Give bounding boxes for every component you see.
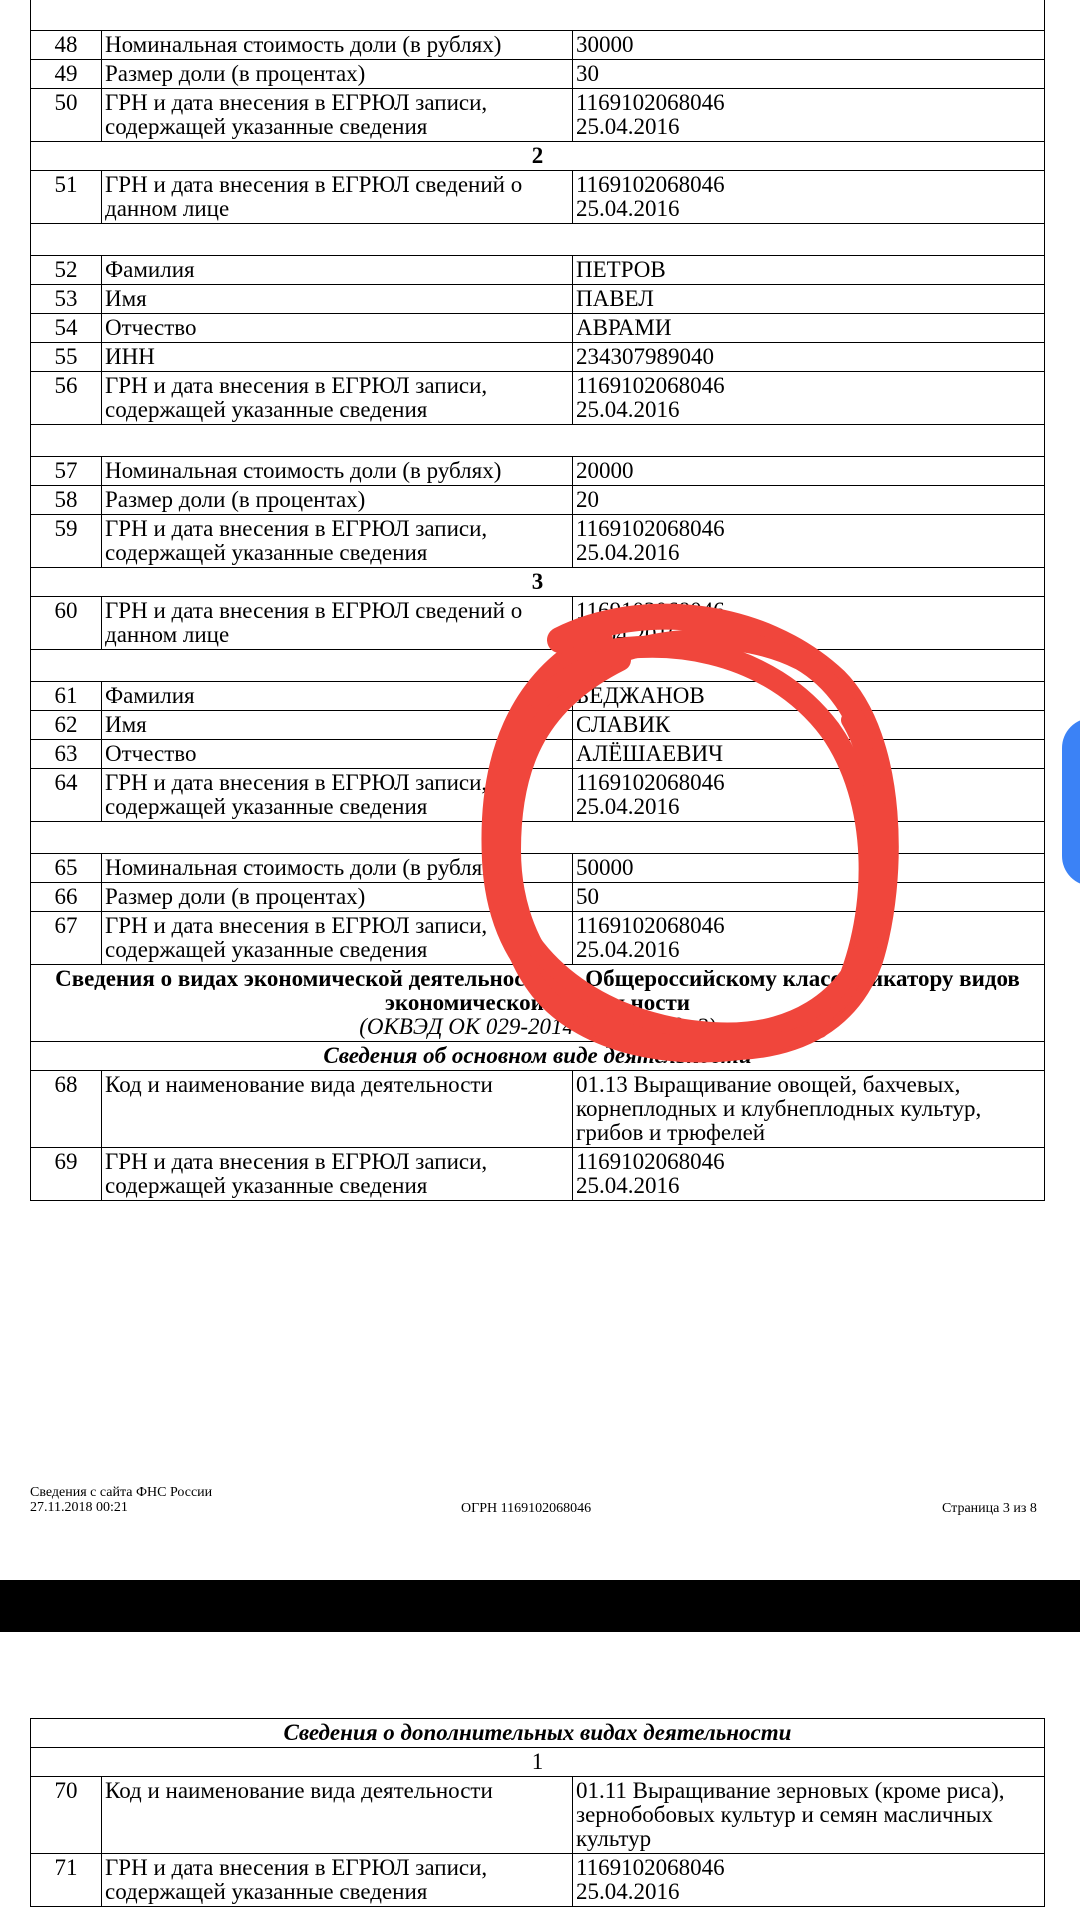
table-row [31,89,1045,142]
row-number: 64 [31,769,102,822]
row-value: СЛАВИК [573,711,1045,740]
table-row [31,1148,1045,1201]
row-value: 1169102068046 25.04.2016 [573,912,1045,965]
row-number: 65 [31,854,102,883]
subsection-header-row [31,1719,1045,1748]
row-value: ПАВЕЛ [573,285,1045,314]
row-number: 67 [31,912,102,965]
row-value: 20000 [573,457,1045,486]
row-number: 48 [31,31,102,60]
row-number: 55 [31,343,102,372]
row-value: 50000 [573,854,1045,883]
row-number: 50 [31,89,102,142]
row-label: Отчество [102,314,573,343]
row-value: 1169102068046 25.04.2016 [573,89,1045,142]
group-header-row [31,1748,1045,1777]
table-row [31,486,1045,515]
row-label: Размер доли (в процентах) [102,883,573,912]
egrul-table-page-3 [30,0,1045,1201]
row-label: Номинальная стоимость доли (в рублях) [102,457,573,486]
row-label: Имя [102,711,573,740]
row-number: 69 [31,1148,102,1201]
row-number: 61 [31,682,102,711]
spacer-cell [31,425,1045,457]
side-scroll-tab[interactable] [1062,718,1080,886]
row-label: Отчество [102,740,573,769]
row-value: 01.13 Выращивание овощей, бахчевых, корнеплодных и клубнеплодных культур, грибов и трюфелей [573,1071,1045,1148]
row-number: 71 [31,1854,102,1907]
row-number: 63 [31,740,102,769]
subsection-title: Сведения о дополнительных видах деятельности [31,1719,1045,1748]
row-number: 49 [31,60,102,89]
section-header-cell [31,965,1045,1042]
row-number: 58 [31,486,102,515]
row-number: 68 [31,1071,102,1148]
group-number: 3 [31,568,1045,597]
row-label: Код и наименование вида деятельности [102,1071,573,1148]
row-value: 1169102068046 25.04.2016 [573,372,1045,425]
subsection-title: Сведения об основном виде деятельности [31,1042,1045,1071]
table-row [31,1854,1045,1907]
row-label: Номинальная стоимость доли (в рублях) [102,31,573,60]
section-header-row [31,965,1045,1042]
table-row [31,31,1045,60]
group-number: 1 [31,1748,1045,1777]
row-label: ГРН и дата внесения в ЕГРЮЛ записи, содержащей указанные сведения [102,1854,573,1907]
footer-ogrn: ОГРН 1169102068046 [461,1501,592,1516]
row-value: 1169102068046 25.04.2016 [573,515,1045,568]
table-row [31,597,1045,650]
row-value: АВРАМИ [573,314,1045,343]
table-row [31,682,1045,711]
footer-source-line2: 27.11.2018 00:21 [30,1500,128,1515]
row-value: 1169102068046 25.04.2016 [573,1854,1045,1907]
row-value: 234307989040 [573,343,1045,372]
section-subtitle: (ОКВЭД ОК 029-2014 КДЕС. Ред. 2) [359,1014,716,1039]
row-value: 30000 [573,31,1045,60]
subsection-header-row [31,1042,1045,1071]
table-row [31,171,1045,224]
footer-page-number: Страница 3 из 8 [942,1501,1037,1516]
row-label: ИНН [102,343,573,372]
table-row [31,60,1045,89]
table-row [31,372,1045,425]
row-label: ГРН и дата внесения в ЕГРЮЛ записи, содержащей указанные сведения [102,769,573,822]
table-row [31,1777,1045,1854]
spacer-cell [31,224,1045,256]
table-row [31,883,1045,912]
spacer-row [31,425,1045,457]
table-row [31,515,1045,568]
row-label: Размер доли (в процентах) [102,60,573,89]
row-value: 50 [573,883,1045,912]
footer-source-line1: Сведения с сайта ФНС России [30,1485,213,1500]
row-number: 51 [31,171,102,224]
group-header-row [31,142,1045,171]
row-value: 01.11 Выращивание зерновых (кроме риса), зернобобовых культур и семян масличных культур [573,1777,1045,1854]
row-number: 52 [31,256,102,285]
row-number: 62 [31,711,102,740]
egrul-table-page-4 [30,1718,1045,1907]
table-row [31,343,1045,372]
row-value: ПЕТРОВ [573,256,1045,285]
spacer-row [31,650,1045,682]
row-value: 1169102068046 25.04.2016 [573,171,1045,224]
spacer-cell [31,822,1045,854]
row-number: 70 [31,1777,102,1854]
row-label: ГРН и дата внесения в ЕГРЮЛ записи, содержащей указанные сведения [102,515,573,568]
row-number: 53 [31,285,102,314]
row-label: Фамилия [102,256,573,285]
section-title: Сведения о видах экономической деятельности по Общероссийскому классификатору видов экономической деятельности [55,966,1020,1015]
table-row [31,314,1045,343]
row-label: Номинальная стоимость доли (в рублях) [102,854,573,883]
table-row [31,769,1045,822]
spacer-row [31,822,1045,854]
row-label: ГРН и дата внесения в ЕГРЮЛ сведений о данном лице [102,597,573,650]
row-number: 57 [31,457,102,486]
spacer-cell [31,0,1045,31]
row-value: 20 [573,486,1045,515]
group-number: 2 [31,142,1045,171]
spacer-row [31,224,1045,256]
row-number: 66 [31,883,102,912]
table-row [31,1071,1045,1148]
row-value: 1169102068046 25.04.2016 [573,769,1045,822]
row-label: ГРН и дата внесения в ЕГРЮЛ записи, содержащей указанные сведения [102,1148,573,1201]
row-label: ГРН и дата внесения в ЕГРЮЛ записи, содержащей указанные сведения [102,372,573,425]
row-value: 1169102068046 25.04.2016 [573,1148,1045,1201]
table-row [31,711,1045,740]
page-separator [0,1580,1080,1632]
row-label: ГРН и дата внесения в ЕГРЮЛ сведений о данном лице [102,171,573,224]
row-label: Фамилия [102,682,573,711]
row-label: Имя [102,285,573,314]
table-row [31,285,1045,314]
row-value: АЛЁШАЕВИЧ [573,740,1045,769]
table-row [31,740,1045,769]
table-row [31,256,1045,285]
row-number: 59 [31,515,102,568]
row-label: Размер доли (в процентах) [102,486,573,515]
group-header-row [31,568,1045,597]
footer-source [30,1485,212,1515]
row-label: ГРН и дата внесения в ЕГРЮЛ записи, содержащей указанные сведения [102,912,573,965]
table-row [31,854,1045,883]
row-value: 30 [573,60,1045,89]
row-label: ГРН и дата внесения в ЕГРЮЛ записи, содержащей указанные сведения [102,89,573,142]
table-row [31,457,1045,486]
spacer-row [31,0,1045,31]
table-row [31,912,1045,965]
row-number: 54 [31,314,102,343]
row-value: БЕДЖАНОВ [573,682,1045,711]
spacer-cell [31,650,1045,682]
row-value: 1169102068046 25.04.2016 [573,597,1045,650]
row-label: Код и наименование вида деятельности [102,1777,573,1854]
row-number: 60 [31,597,102,650]
row-number: 56 [31,372,102,425]
